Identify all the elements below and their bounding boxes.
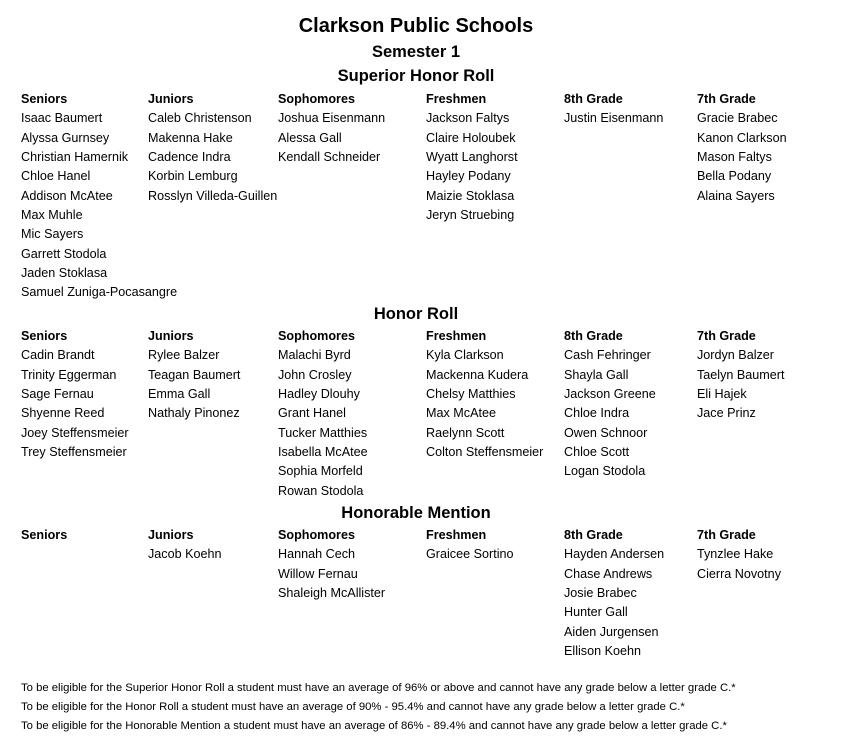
student-name: Cash Fehringer	[564, 348, 651, 363]
student-name: Rowan Stodola	[278, 483, 364, 498]
student-name: Wyatt Langhorst	[426, 150, 518, 165]
student-name: Cierra Novotny	[697, 566, 781, 581]
column-8th-grade	[564, 90, 663, 129]
student-name: Maizie Stoklasa	[426, 188, 515, 203]
student-name: Hunter Gall	[564, 605, 628, 620]
student-name: Rosslyn Villeda-Guillen	[148, 188, 278, 203]
section-title-superior-honor-roll: Superior Honor Roll	[337, 67, 495, 85]
student-name: Makenna Hake	[148, 130, 233, 145]
student-name: Chase Andrews	[564, 566, 653, 581]
student-name: Max McAtee	[426, 406, 496, 421]
student-name: Emma Gall	[148, 387, 211, 402]
column-sophomores	[278, 526, 385, 603]
student-name: Raelynn Scott	[426, 425, 505, 440]
student-name: Trinity Eggerman	[21, 367, 117, 382]
section-title-honor-roll: Honor Roll	[373, 305, 459, 323]
student-name: Taelyn Baumert	[697, 367, 785, 382]
student-name: Chloe Scott	[564, 445, 630, 460]
column-7th-grade	[697, 90, 787, 206]
student-name: Jackson Faltys	[426, 111, 510, 126]
student-name: Isaac Baumert	[21, 111, 103, 126]
column-heading: Juniors	[148, 92, 194, 106]
student-name: Kyla Clarkson	[426, 348, 504, 363]
column-juniors	[148, 90, 277, 206]
student-name: Rylee Balzer	[148, 348, 220, 363]
student-name: Jackson Greene	[564, 387, 656, 402]
student-name: Mackenna Kudera	[426, 367, 529, 382]
student-name: Mason Faltys	[697, 150, 772, 165]
student-name: Aiden Jurgensen	[564, 624, 659, 639]
column-freshmen	[426, 90, 518, 225]
student-name: Trey Steffensmeier	[21, 445, 127, 460]
student-name: Chloe Hanel	[21, 169, 91, 184]
column-sophomores	[278, 327, 368, 501]
column-heading: 7th Grade	[697, 92, 756, 106]
column-8th-grade	[564, 327, 656, 482]
student-name: Malachi Byrd	[278, 348, 351, 363]
student-name: Sage Fernau	[21, 387, 94, 402]
student-name: Willow Fernau	[278, 566, 358, 581]
column-heading: Sophomores	[278, 329, 355, 343]
student-name: Samuel Zuniga-Pocasangre	[21, 285, 178, 300]
column-seniors	[21, 327, 129, 462]
student-name: Alaina Sayers	[697, 188, 775, 203]
semester-title: Semester 1	[371, 43, 461, 61]
column-juniors	[148, 327, 240, 424]
column-heading: 7th Grade	[697, 329, 756, 343]
student-name: Kendall Schneider	[278, 150, 381, 165]
student-name: Hannah Cech	[278, 547, 356, 562]
student-name: Teagan Baumert	[148, 367, 241, 382]
student-name: Kanon Clarkson	[697, 130, 787, 145]
school-title: Clarkson Public Schools	[298, 15, 534, 37]
student-name: Eli Hajek	[697, 387, 747, 402]
column-heading: Freshmen	[426, 92, 487, 106]
student-name: Jace Prinz	[697, 406, 756, 421]
student-name: Justin Eisenmann	[564, 111, 664, 126]
column-heading: 8th Grade	[564, 528, 623, 542]
column-heading: Juniors	[148, 329, 194, 343]
student-name: Hadley Dlouhy	[278, 387, 360, 402]
column-heading: Seniors	[21, 329, 68, 343]
student-name: Tynzlee Hake	[697, 547, 774, 562]
student-name: Mic Sayers	[21, 227, 84, 242]
student-name: Colton Steffensmeier	[426, 445, 544, 460]
column-7th-grade	[697, 327, 785, 424]
column-heading: 7th Grade	[697, 528, 756, 542]
student-name: Shayla Gall	[564, 367, 629, 382]
student-name: Alyssa Gurnsey	[21, 130, 110, 145]
column-7th-grade	[697, 526, 781, 584]
column-juniors	[148, 526, 222, 565]
column-freshmen	[426, 327, 543, 462]
column-sophomores	[278, 90, 385, 167]
student-name: Chloe Indra	[564, 406, 630, 421]
student-name: Grant Hanel	[278, 406, 346, 421]
column-heading: 8th Grade	[564, 329, 623, 343]
student-name: Jacob Koehn	[148, 547, 222, 562]
student-name: Gracie Brabec	[697, 111, 778, 126]
student-name: Jeryn Struebing	[426, 208, 515, 223]
student-name: Jordyn Balzer	[697, 348, 774, 363]
column-heading: Freshmen	[426, 329, 487, 343]
student-name: Joey Steffensmeier	[21, 425, 129, 440]
student-name: John Crosley	[278, 367, 352, 382]
student-name: Alessa Gall	[278, 130, 342, 145]
student-name: Tucker Matthies	[278, 425, 368, 440]
student-name: Joshua Eisenmann	[278, 111, 386, 126]
column-heading: Freshmen	[426, 528, 487, 542]
student-name: Isabella McAtee	[278, 445, 368, 460]
section-title-honorable-mention: Honorable Mention	[341, 504, 491, 522]
student-name: Sophia Morfeld	[278, 464, 363, 479]
column-heading: Sophomores	[278, 528, 355, 542]
column-heading: 8th Grade	[564, 92, 623, 106]
column-heading: Seniors	[21, 528, 68, 542]
student-name: Jaden Stoklasa	[21, 266, 108, 281]
student-name: Claire Holoubek	[426, 130, 516, 145]
student-name: Addison McAtee	[21, 188, 113, 203]
student-name: Josie Brabec	[564, 586, 637, 601]
student-name: Cadin Brandt	[21, 348, 95, 363]
student-name: Owen Schnoor	[564, 425, 648, 440]
student-name: Shyenne Reed	[21, 406, 105, 421]
footnote-honorable-mention: To be eligible for the Honorable Mention a student must have an average of 86% - 89.4% and cannot have any grade below a letter grade C.*	[21, 720, 727, 732]
student-name: Christian Hamernik	[21, 150, 129, 165]
eligibility-footnotes	[21, 679, 736, 736]
footnote-honor-roll: To be eligible for the Honor Roll a student must have an average of 90% - 95.4% and cannot have any grade below a letter grade C.*	[21, 701, 685, 713]
student-name: Nathaly Pinonez	[148, 406, 240, 421]
student-name: Hayden Andersen	[564, 547, 665, 562]
student-name: Caleb Christenson	[148, 111, 252, 126]
column-seniors	[21, 526, 67, 545]
footnote-superior-honor-roll: To be eligible for the Superior Honor Roll a student must have an average of 96% or above and cannot have any grade below a letter grade C.*	[21, 682, 736, 694]
column-8th-grade	[564, 526, 664, 661]
student-name: Korbin Lemburg	[148, 169, 238, 184]
student-name: Ellison Koehn	[564, 644, 642, 659]
column-heading: Juniors	[148, 528, 194, 542]
column-heading: Sophomores	[278, 92, 355, 106]
student-name: Max Muhle	[21, 208, 83, 223]
student-name: Garrett Stodola	[21, 246, 107, 261]
student-name: Logan Stodola	[564, 464, 646, 479]
student-name: Bella Podany	[697, 169, 772, 184]
column-heading: Seniors	[21, 92, 68, 106]
column-freshmen	[426, 526, 514, 565]
student-name: Shaleigh McAllister	[278, 586, 386, 601]
student-name: Graicee Sortino	[426, 547, 514, 562]
student-name: Chelsy Matthies	[426, 387, 516, 402]
student-name: Hayley Podany	[426, 169, 511, 184]
student-name: Cadence Indra	[148, 150, 231, 165]
